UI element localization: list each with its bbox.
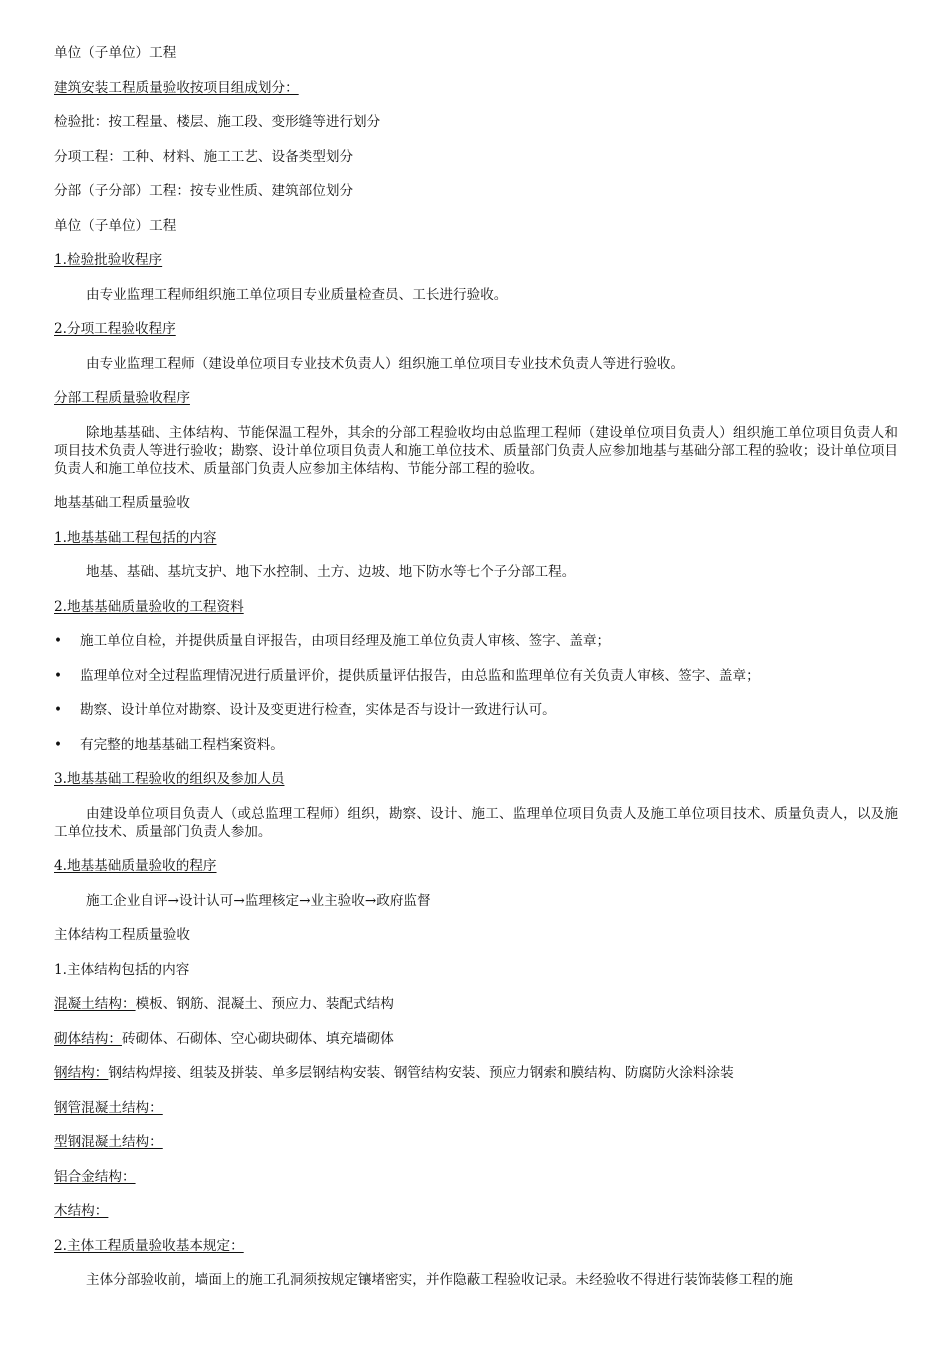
heading-foundation-contents: 1.地基基础工程包括的内容 [54,529,217,546]
para-foundation-org: 由建设单位项目负责人（或总监理工程师）组织，勘察、设计、施工、监理单位项目负责人及施工单位项目技术、质量负责人，以及施工单位技术、质量部门负责人参加。 [54,805,898,840]
bullet-icon: • [54,633,63,649]
line-4: 分项工程：工种、材料、施工工艺、设备类型划分 [54,148,354,165]
para-main-structure-rules: 主体分部验收前，墙面上的施工孔洞须按规定镶堵密实，并作隐蔽工程验收记录。未经验收不得进行装饰装修工程的施 [86,1272,793,1288]
line-steel-tube-concrete: 钢管混凝土结构： [54,1099,163,1116]
bullet-icon: • [54,702,63,718]
para-foundation-procedure: 施工企业自评→设计认可→监理核定→业主验收→政府监督 [86,892,431,909]
heading-main-structure-rules: 2.主体工程质量验收基本规定： [54,1237,244,1254]
heading-foundation-org: 3.地基基础工程验收的组织及参加人员 [54,771,285,787]
para-subitem: 由专业监理工程师（建设单位项目专业技术负责人）组织施工单位项目专业技术负责人等进行验收。 [86,355,685,372]
heading-foundation-docs: 2.地基基础质量验收的工程资料 [54,598,244,615]
line-section-steel-concrete: 型钢混凝土结构： [54,1134,163,1150]
line-timber-structure: 木结构： [54,1203,109,1219]
line-main-structure-contents: 1.主体结构包括的内容 [54,961,190,978]
line-concrete-structure: 混凝土结构：模板、钢筋、混凝土、预应力、装配式结构 [54,996,394,1012]
heading-foundation-procedure: 4.地基基础质量验收的程序 [54,858,217,874]
para-division: 除地基基础、主体结构、节能保温工程外，其余的分部工程验收均由总监理工程师（建设单位项目负责人）组织施工单位项目负责人和项目技术负责人等进行验收；勘察、设计单位项目负责人和施工单位技术、质量部门负责人应参加地基与基础分部工程的验收；设计单位项目负责人和施工单位技术、质量部门负责人应参加主体结构、节能分部工程的验收。 [54,424,898,477]
line-aluminum-structure: 铝合金结构： [54,1168,136,1185]
section-main-structure: 主体结构工程质量验收 [54,927,190,943]
bullet-icon: • [54,667,63,684]
para-foundation-contents: 地基、基础、基坑支护、地下水控制、土方、边坡、地下防水等七个子分部工程。 [86,564,576,580]
bullet-icon: • [54,736,63,753]
bullet-item-3: • 勘察、设计单位对勘察、设计及变更进行检查，实体是否与设计一致进行认可。 [54,702,556,718]
heading-division: 分部工程质量验收程序 [54,390,190,406]
heading-subitem: 2.分项工程验收程序 [54,321,176,337]
line-steel-structure: 钢结构：钢结构焊接、组装及拼装、单多层钢结构安装、钢管结构安装、预应力钢索和膜结构、防腐防火涂料涂装 [54,1065,734,1081]
bullet-item-2: • 监理单位对全过程监理情况进行质量评价，提供质量评估报告，由总监和监理单位有关负责人审核、签字、盖章； [54,667,760,684]
line-masonry-structure: 砌体结构：砖砌体、石砌体、空心砌块砌体、填充墙砌体 [54,1030,394,1047]
section-foundation: 地基基础工程质量验收 [54,495,190,511]
heading-inspection-lot: 1.检验批验收程序 [54,252,163,268]
bullet-item-1: • 施工单位自检，并提供质量自评报告，由项目经理及施工单位负责人审核、签字、盖章； [54,633,611,649]
document-page [54,44,898,1306]
line-5: 分部（子分部）工程：按专业性质、建筑部位划分 [54,183,354,199]
para-inspection-lot: 由专业监理工程师组织施工单位项目专业质量检查员、工长进行验收。 [86,286,508,303]
line-3: 检验批：按工程量、楼层、施工段、变形缝等进行划分 [54,114,381,130]
line-6: 单位（子单位）工程 [54,217,177,234]
line-1: 单位（子单位）工程 [54,45,177,61]
line-2-heading: 建筑安装工程质量验收按项目组成划分： [54,79,299,96]
bullet-item-4: • 有完整的地基基础工程档案资料。 [54,736,284,753]
